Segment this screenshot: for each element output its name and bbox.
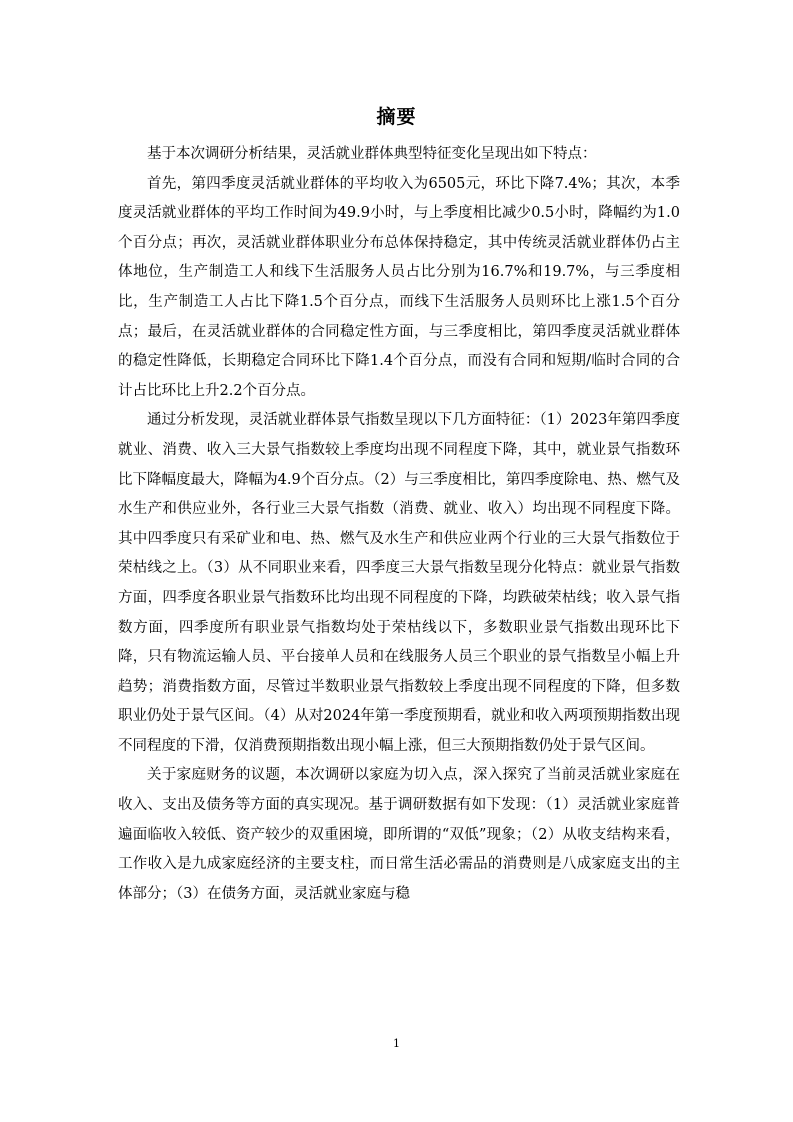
paragraph-index-findings: 通过分析发现，灵活就业群体景气指数呈现以下几方面特征：（1）2023年第四季度就业、消费、收入三大景气指数较上季度均出现不同程度下降，其中，就业景气指数环比下降幅度最大，降幅为4.9个百分点。（2）与三季度相比，第四季度除电、热、燃气及水生产和供应业外，各行业三大景气指数（消费、就业、收入）均出现不同程度下降。其中四季度只有采矿业和电、热、燃气及水生产和供应业两个行业的三大景气指数位于荣枯线之上。（3）从不同职业来看，四季度三大景气指数呈现分化特点：就业景气指数方面，四季度各职业景气指数环比均出现不同程度的下降，均跌破荣枯线；收入景气指数方面，四季度所有职业景气指数均处于荣枯线以下，多数职业景气指数出现环比下降，只有物流运输人员、平台接单人员和在线服务人员三个职业的景气指数呈小幅上升趋势；消费指数方面，尽管过半数职业景气指数较上季度出现不同程度的下降，但多数职业仍处于景气区间。（4）从对2024年第一季度预期看，就业和收入两项预期指数出现不同程度的下滑，仅消费预期指数出现小幅上涨，但三大预期指数仍处于景气区间。 [118, 412, 680, 754]
paragraph-intro: 基于本次调研分析结果，灵活就业群体典型特征变化呈现出如下特点： [147, 146, 597, 162]
paragraph-characteristics: 首先，第四季度灵活就业群体的平均收入为6505元，环比下降7.4%；其次，本季度灵活就业群体的平均工作时间为49.9小时，与上季度相比减少0.5小时，降幅约为1.0个百分点；再次，灵活就业群体职业分布总体保持稳定，其中传统灵活就业群体仍占主体地位，生产制造工人和线下生活服务人员占比分别为16.7%和19.7%，与三季度相比，生产制造工人占比下降1.5个百分点，而线下生活服务人员则环比上涨1.5个百分点；最后，在灵活就业群体的合同稳定性方面，与三季度相比，第四季度灵活就业群体的稳定性降低，长期稳定合同环比下降1.4个百分点，而没有合同和短期/临时合同的合计占比环比上升2.2个百分点。 [118, 175, 680, 399]
page-number: 1 [393, 1037, 400, 1050]
abstract-body [118, 140, 680, 909]
page-title: 摘要 [376, 106, 417, 128]
paragraph-household-finance: 关于家庭财务的议题，本次调研以家庭为切入点，深入探究了当前灵活就业家庭在收入、支出及债务等方面的真实现况。基于调研数据有如下发现：（1）灵活就业家庭普遍面临收入较低、资产较少的双重困境，即所谓的“双低”现象；（2）从收支结构来看，工作收入是九成家庭经济的主要支柱，而日常生活必需品的消费则是八成家庭支出的主体部分；（3）在债务方面，灵活就业家庭与稳 [118, 767, 680, 902]
